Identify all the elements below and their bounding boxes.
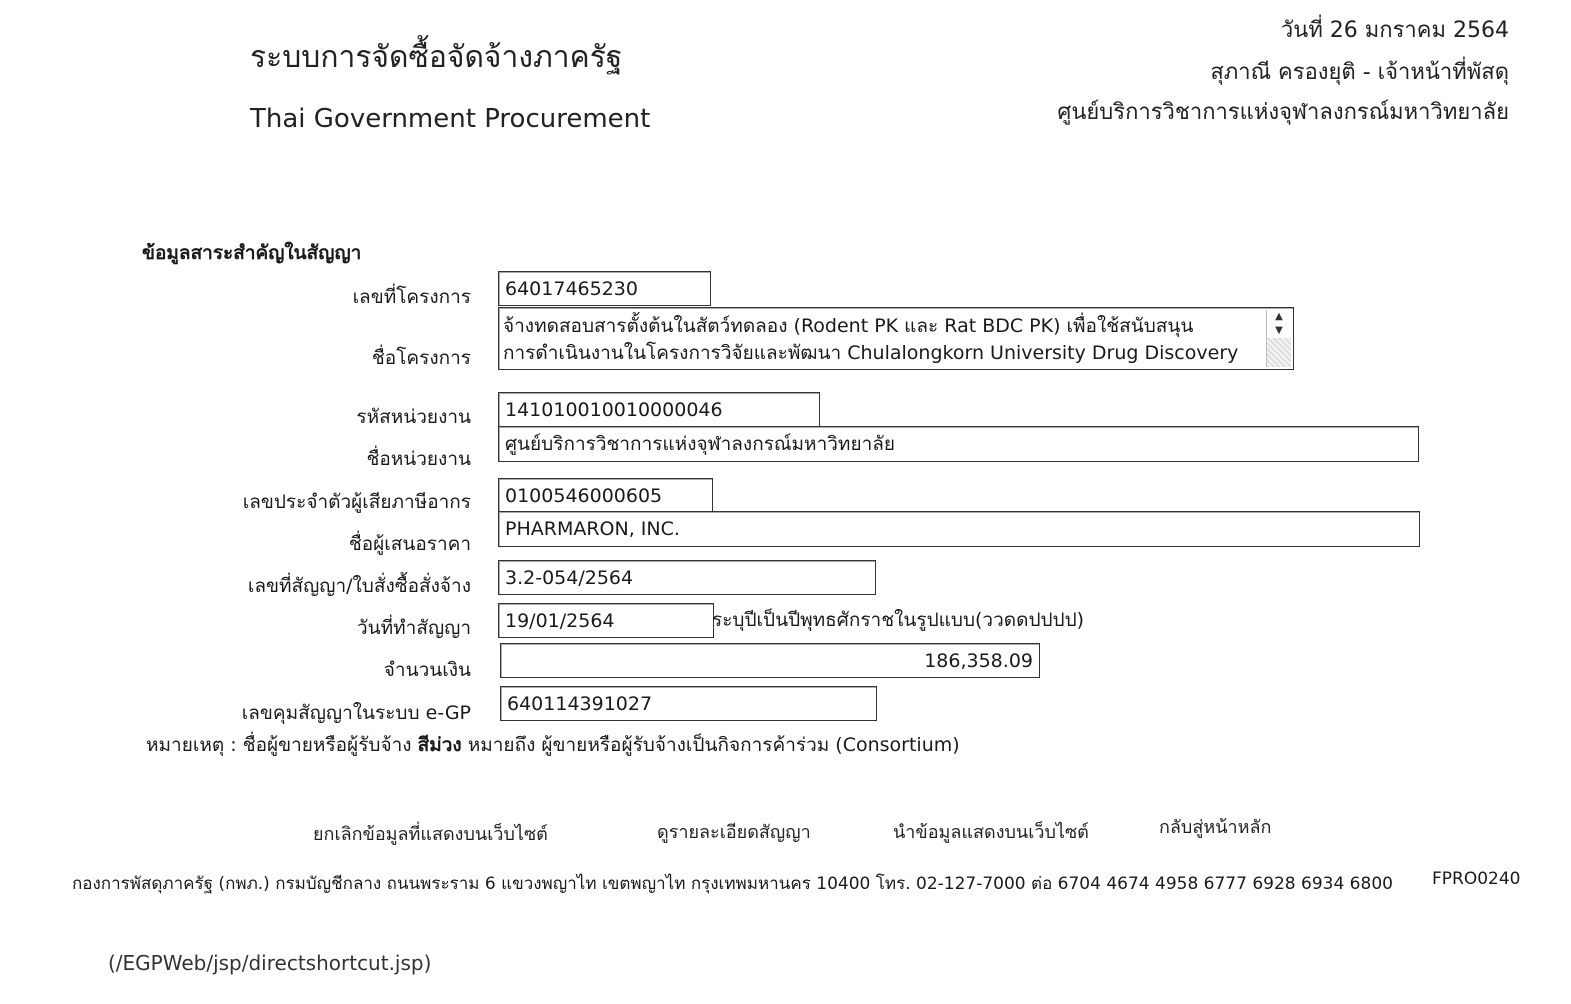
egp-no-label: เลขคุมสัญญาในระบบ e-GP [241,702,471,724]
home-link[interactable]: กลับสู่หน้าหลัก [1159,817,1272,838]
project-no-label: เลขที่โครงการ [352,286,471,308]
page-url: (/EGPWeb/jsp/directshortcut.jsp) [108,951,432,975]
project-name-textarea[interactable] [498,307,1294,370]
system-title-th: ระบบการจัดซื้อจัดจ้างภาครัฐ [250,40,623,75]
tax-id-field[interactable]: 0100546000605 [498,478,713,513]
bidder-label: ชื่อผู้เสนอราคา [348,533,471,555]
section-title: ข้อมูลสาระสำคัญในสัญญา [142,242,362,264]
project-name-scrollbar[interactable] [1266,310,1291,367]
system-title-en: Thai Government Procurement [250,104,651,134]
project-name-line-1: จ้างทดสอบสารตั้งต้นในสัตว์ทดลอง (Rodent PK และ Rat BDC PK) เพื่อใช้สนับสนุน [503,315,1194,337]
unit-code-label: รหัสหน่วยงาน [356,406,471,428]
header-org: ศูนย์บริการวิชาการแห่งจุฬาลงกรณ์มหาวิทยาลัย [1057,100,1509,125]
scroll-down-icon[interactable]: ▼ [1267,324,1291,338]
cancel-display-link[interactable]: ยกเลิกข้อมูลที่แสดงบนเว็บไซต์ [313,824,548,845]
publish-link[interactable]: นำข้อมูลแสดงบนเว็บไซต์ [893,822,1089,843]
note-prefix: หมายเหตุ : ชื่อผู้ขายหรือผู้รับจ้าง [146,734,412,756]
amount-label: จำนวนเงิน [383,659,471,681]
header-user: สุภาณี ครองยุติ - เจ้าหน้าที่พัสดุ [1210,60,1509,85]
amount-field[interactable]: 186,358.09 [500,643,1040,678]
header-date: วันที่ 26 มกราคม 2564 [1280,18,1509,43]
footer-address: กองการพัสดุภาครัฐ (กพภ.) กรมบัญชีกลาง ถนนพระราม 6 แขวงพญาไท เขตพญาไท กรุงเทพมหานคร 10400 โทร. 02-127-7000 ต่อ 6704 4674 4958 6777 6928 6934 6800 [72,874,1393,894]
unit-name-field[interactable]: ศูนย์บริการวิชาการแห่งจุฬาลงกรณ์มหาวิทยาลัย [498,426,1419,462]
unit-name-label: ชื่อหน่วยงาน [366,448,471,470]
contract-date-label: วันที่ทำสัญญา [356,617,471,639]
tax-id-label: เลขประจำตัวผู้เสียภาษีอากร [242,491,471,513]
contract-date-field[interactable]: 19/01/2564 [498,603,714,638]
project-no-field[interactable]: 64017465230 [498,271,711,306]
view-contract-link[interactable]: ดูรายละเอียดสัญญา [657,822,811,843]
contract-date-hint: ระบุปีเป็นปีพุทธศักราชในรูปแบบ(ววดดปปปป) [712,609,1085,631]
bidder-field[interactable]: PHARMARON, INC. [498,511,1420,547]
project-name-line-2: การดำเนินงานในโครงการวิจัยและพัฒนา Chulalongkorn University Drug Discovery [503,342,1239,364]
contract-no-label: เลขที่สัญญา/ใบสั่งซื้อสั่งจ้าง [247,575,471,597]
footer-code: FPRO0240 [1432,869,1521,889]
note-suffix: หมายถึง ผู้ขายหรือผู้รับจ้างเป็นกิจการค้าร่วม (Consortium) [467,734,960,756]
note-emphasis: สีม่วง [417,734,462,756]
scroll-up-icon[interactable]: ▲ [1267,310,1291,324]
unit-code-field[interactable]: 141010010010000046 [498,392,820,427]
contract-no-field[interactable]: 3.2-054/2564 [498,560,876,595]
egp-no-field[interactable]: 640114391027 [500,686,877,721]
project-name-label: ชื่อโครงการ [371,347,471,369]
consortium-note [146,730,960,760]
